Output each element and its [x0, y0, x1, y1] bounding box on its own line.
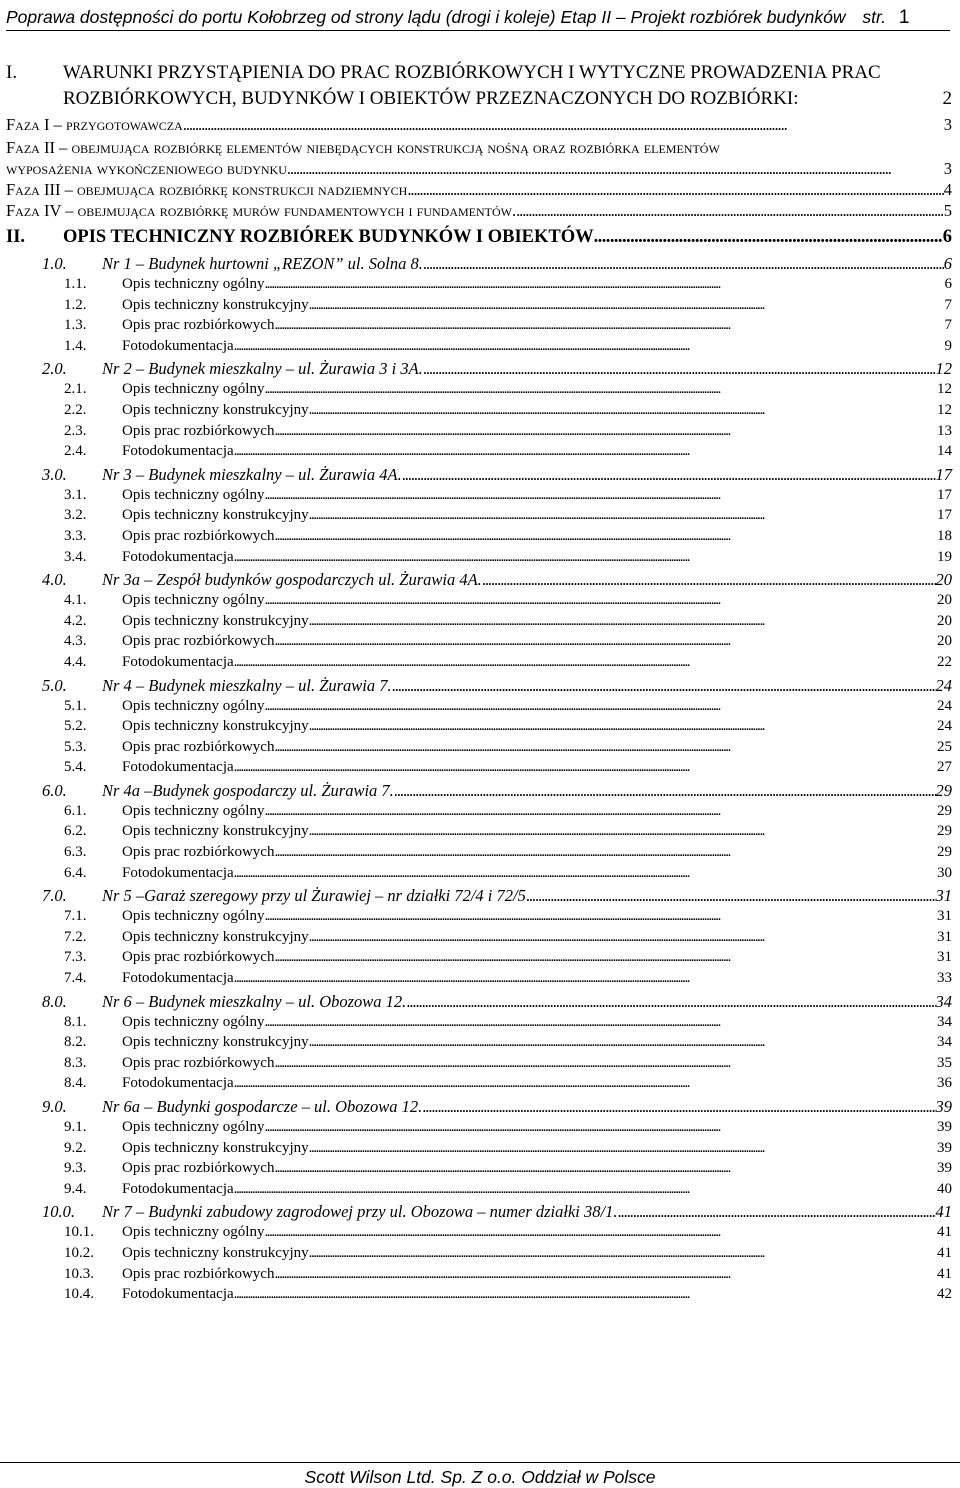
- toc-title: Fotodokumentacja: [122, 548, 234, 565]
- toc-title: Opis techniczny ogólny: [122, 1119, 265, 1135]
- toc-leader-dots: [274, 842, 937, 863]
- toc-page: 17: [935, 464, 952, 484]
- toc-item[interactable]: [6, 1222, 952, 1243]
- toc-number: 4.3.: [64, 633, 87, 650]
- toc-page: 35: [937, 1054, 952, 1071]
- toc-page: 33: [937, 970, 952, 987]
- toc-item[interactable]: [6, 1158, 952, 1179]
- toc-leader-dots: [617, 1201, 935, 1222]
- toc-page: 29: [937, 823, 952, 840]
- toc-item[interactable]: [6, 400, 952, 421]
- toc-leader-dots: [309, 716, 937, 737]
- toc-title: Opis prac rozbiórkowych: [122, 1160, 275, 1177]
- page-header: [6, 4, 950, 31]
- toc-item[interactable]: [6, 1264, 952, 1285]
- toc-number: 5.2.: [64, 718, 87, 735]
- toc-number: 7.1.: [64, 908, 87, 925]
- toc-item[interactable]: [6, 505, 952, 526]
- toc-title: Opis techniczny ogólny: [122, 276, 265, 292]
- table-of-contents: [6, 60, 952, 1305]
- toc-page: 34: [937, 1034, 952, 1051]
- toc-number: 8.2.: [64, 1034, 87, 1051]
- toc-title: Fotodokumentacja: [122, 1286, 234, 1303]
- toc-title: Opis techniczny konstrukcyjny: [122, 296, 309, 313]
- toc-title: Opis prac rozbiórkowych: [122, 949, 275, 966]
- toc-title: Nr 7 – Budynki zabudowy zagrodowej przy ul. Obozowa – numer działki 38/1.: [102, 1202, 618, 1222]
- toc-number: 3.1.: [64, 486, 87, 503]
- toc-leader-dots: [274, 737, 937, 758]
- toc-title: Faza III – obejmująca rozbiórkę konstrukcji nadziemnych: [6, 180, 408, 199]
- toc-leader-dots: [274, 1053, 937, 1074]
- toc-title: Opis techniczny konstrukcyjny: [122, 401, 309, 418]
- toc-title: WARUNKI PRZYSTĄPIENIA DO PRAC ROZBIÓRKOWYCH I WYTYCZNE PROWADZENIA PRAC ROZBIÓRKOWYCH, BUDYNKÓW I OBIEKTÓW PRZEZNACZONYCH DO ROZBIÓRKI:: [63, 62, 881, 109]
- toc-leader-dots: [264, 1117, 937, 1138]
- toc-leader-dots: [234, 757, 937, 778]
- toc-leader-dots: [264, 485, 937, 506]
- toc-leader-dots: [264, 590, 937, 611]
- toc-item[interactable]: [6, 737, 952, 758]
- toc-item[interactable]: [6, 842, 952, 863]
- toc-page: 6: [943, 254, 952, 273]
- toc-title: Faza II – obejmująca rozbiórkę elementów niebędących konstrukcją nośną oraz rozbiórka elementów: [6, 138, 720, 157]
- toc-item[interactable]: [6, 696, 952, 717]
- toc-number: 9.1.: [64, 1119, 87, 1135]
- toc-page: 39: [937, 1139, 952, 1156]
- toc-leader-dots: [402, 464, 936, 485]
- toc-page: 6: [944, 276, 952, 292]
- toc-title: Fotodokumentacja: [122, 759, 234, 776]
- toc-number: 2.1.: [64, 381, 87, 398]
- toc-page: 25: [937, 738, 952, 755]
- toc-page: 36: [937, 1075, 952, 1092]
- toc-page: 4: [943, 180, 952, 199]
- toc-title: Opis techniczny konstrukcyjny: [122, 1034, 309, 1051]
- toc-page: 30: [937, 864, 952, 881]
- toc-leader-dots: [309, 505, 937, 526]
- toc-leader-dots: [264, 1012, 937, 1033]
- toc-leader-dots: [406, 991, 935, 1012]
- toc-item[interactable]: [6, 1053, 952, 1074]
- toc-number: 6.0.: [42, 780, 67, 800]
- toc-item[interactable]: [6, 295, 952, 316]
- toc-leader-dots: [264, 274, 944, 295]
- toc-page: 20: [937, 633, 952, 650]
- toc-number: 6.3.: [64, 844, 87, 861]
- toc-page: 34: [935, 991, 952, 1011]
- toc-leader-dots: [274, 947, 937, 968]
- toc-phase-continued[interactable]: [6, 158, 952, 179]
- toc-item[interactable]: [6, 379, 952, 400]
- toc-leader-dots: [287, 158, 944, 179]
- toc-page: 12: [937, 381, 952, 398]
- toc-number: 5.3.: [64, 738, 87, 755]
- toc-body: [6, 114, 952, 1305]
- toc-leader-dots: [264, 1222, 937, 1243]
- toc-page: 3: [943, 159, 952, 178]
- toc-item[interactable]: [6, 441, 952, 462]
- toc-number: 5.4.: [64, 759, 87, 776]
- toc-leader-dots: [234, 441, 937, 462]
- toc-section-1[interactable]: [6, 60, 952, 112]
- toc-item[interactable]: [6, 716, 952, 737]
- toc-item[interactable]: [6, 947, 952, 968]
- toc-building[interactable]: [6, 358, 952, 379]
- toc-item[interactable]: [6, 821, 952, 842]
- toc-item[interactable]: [6, 526, 952, 547]
- toc-building[interactable]: [6, 991, 952, 1012]
- toc-page: 12: [937, 401, 952, 418]
- toc-title: Opis techniczny konstrukcyjny: [122, 612, 309, 629]
- toc-item[interactable]: [6, 315, 952, 336]
- toc-title: Nr 1 – Budynek hurtowni „REZON” ul. Solna 8.: [102, 254, 423, 273]
- toc-title: Fotodokumentacja: [122, 337, 234, 354]
- toc-number: 6.2.: [64, 823, 87, 840]
- toc-section-2[interactable]: [6, 223, 952, 251]
- toc-page: 20: [937, 592, 952, 609]
- toc-page: 18: [937, 527, 952, 544]
- toc-leader-dots: [183, 114, 944, 135]
- toc-number: 1.4.: [64, 337, 87, 354]
- toc-phase[interactable]: [6, 179, 952, 200]
- toc-number: 10.1.: [64, 1224, 94, 1241]
- toc-item[interactable]: [6, 652, 952, 673]
- toc-number: 10.0.: [42, 1202, 75, 1222]
- toc-building[interactable]: [6, 464, 952, 485]
- toc-page: 14: [937, 443, 952, 460]
- toc-number: 8.4.: [64, 1075, 87, 1092]
- toc-page: 27: [937, 759, 952, 776]
- toc-leader-dots: [407, 179, 943, 200]
- toc-item[interactable]: [6, 485, 952, 506]
- toc-title: Opis techniczny ogólny: [122, 1013, 265, 1030]
- toc-item[interactable]: [6, 1284, 952, 1305]
- toc-page: 5: [943, 201, 952, 220]
- toc-title: Opis prac rozbiórkowych: [122, 317, 275, 334]
- toc-leader-dots: [234, 547, 937, 568]
- toc-number: 8.0.: [42, 991, 67, 1011]
- toc-leader-dots: [234, 863, 937, 884]
- toc-title: Faza IV – obejmująca rozbiórkę murów fundamentowych i fundamentów.: [6, 201, 517, 220]
- toc-title: Opis prac rozbiórkowych: [122, 738, 275, 755]
- toc-title: Nr 4a –Budynek gospodarczy ul. Żurawia 7.: [102, 780, 394, 800]
- toc-title: Fotodokumentacja: [122, 1075, 234, 1092]
- toc-item[interactable]: [6, 757, 952, 778]
- toc-title: Faza I – przygotowawcza: [6, 115, 183, 134]
- page-footer: Scott Wilson Ltd. Sp. Z o.o. Oddział w Polsce: [0, 1462, 960, 1488]
- toc-title: Nr 6 – Budynek mieszkalny – ul. Obozowa 12.: [102, 991, 407, 1011]
- toc-page: 17: [937, 507, 952, 524]
- toc-item[interactable]: [6, 927, 952, 948]
- toc-title: Opis techniczny konstrukcyjny: [122, 1244, 309, 1261]
- toc-page: 17: [937, 486, 952, 503]
- toc-item[interactable]: [6, 1243, 952, 1264]
- toc-number: 10.3.: [64, 1265, 94, 1282]
- toc-number: 3.0.: [42, 464, 67, 484]
- toc-title: Opis techniczny ogólny: [122, 381, 265, 398]
- toc-leader-dots: [309, 611, 937, 632]
- toc-leader-dots: [309, 927, 937, 948]
- toc-leader-dots: [274, 1158, 937, 1179]
- toc-page: 41: [937, 1224, 952, 1241]
- toc-page: 31: [935, 886, 952, 906]
- toc-number: 10.4.: [64, 1286, 94, 1303]
- toc-item[interactable]: [6, 336, 952, 357]
- toc-title: Nr 4 – Budynek mieszkalny – ul. Żurawia 7.: [102, 675, 392, 695]
- toc-title: Opis prac rozbiórkowych: [122, 1054, 275, 1071]
- toc-number: 8.3.: [64, 1054, 87, 1071]
- toc-page: 29: [937, 802, 952, 819]
- toc-leader-dots: [423, 253, 944, 274]
- toc-title: Nr 6a – Budynki gospodarcze – ul. Obozowa 12.: [102, 1097, 423, 1116]
- toc-building[interactable]: [6, 675, 952, 696]
- toc-building[interactable]: [6, 253, 952, 274]
- toc-page: 42: [937, 1286, 952, 1303]
- toc-leader-dots: [594, 223, 943, 251]
- toc-number: 2.0.: [42, 359, 67, 379]
- toc-phase[interactable]: [6, 200, 952, 221]
- toc-item[interactable]: [6, 421, 952, 442]
- toc-number: 9.3.: [64, 1160, 87, 1177]
- toc-number: 9.0.: [42, 1097, 67, 1116]
- toc-building[interactable]: [6, 1201, 952, 1222]
- toc-title: Fotodokumentacja: [122, 443, 234, 460]
- toc-phase[interactable]: [6, 114, 952, 135]
- toc-title: Opis techniczny ogólny: [122, 908, 265, 925]
- toc-page: 41: [937, 1244, 952, 1261]
- toc-leader-dots: [264, 379, 937, 400]
- toc-title: Opis techniczny konstrukcyjny: [122, 718, 309, 735]
- toc-building[interactable]: [6, 885, 952, 906]
- toc-number: 5.1.: [64, 697, 87, 714]
- toc-number: 7.0.: [42, 886, 67, 906]
- toc-title: Fotodokumentacja: [122, 970, 234, 987]
- toc-number: 5.0.: [42, 675, 67, 695]
- toc-page: 39: [935, 1097, 952, 1116]
- toc-number: 9.4.: [64, 1180, 87, 1197]
- toc-leader-dots: [264, 801, 937, 822]
- toc-page: 12: [935, 359, 952, 379]
- toc-building[interactable]: [6, 780, 952, 801]
- toc-number: 6.4.: [64, 864, 87, 881]
- toc-page: 9: [944, 337, 952, 354]
- toc-page: 7: [944, 317, 952, 334]
- toc-page: 31: [937, 949, 952, 966]
- toc-leader-dots: [309, 1032, 937, 1053]
- toc-number: 2.2.: [64, 401, 87, 418]
- toc-number: 7.4.: [64, 970, 87, 987]
- toc-leader-dots: [309, 400, 937, 421]
- header-page-label: str.: [862, 7, 887, 27]
- toc-number: 4.2.: [64, 612, 87, 629]
- toc-leader-dots: [309, 295, 945, 316]
- toc-title: Opis prac rozbiórkowych: [122, 844, 275, 861]
- toc-leader-dots: [234, 336, 945, 357]
- toc-number: II.: [6, 227, 26, 247]
- header-title: Poprawa dostępności do portu Kołobrzeg od strony lądu (drogi i koleje) Etap II – Projekt rozbiórek budynków: [6, 7, 846, 27]
- toc-page: 39: [937, 1119, 952, 1135]
- toc-item[interactable]: [6, 1012, 952, 1033]
- toc-page: 2: [941, 86, 953, 112]
- toc-leader-dots: [309, 1243, 937, 1264]
- toc-leader-dots: [234, 1073, 937, 1094]
- toc-page: 24: [937, 718, 952, 735]
- toc-page: 29: [937, 844, 952, 861]
- toc-leader-dots: [422, 1096, 935, 1117]
- toc-title: Opis techniczny ogólny: [122, 697, 265, 714]
- toc-page: 31: [937, 908, 952, 925]
- toc-item[interactable]: [6, 1073, 952, 1094]
- toc-title: Fotodokumentacja: [122, 1180, 234, 1197]
- toc-page: 34: [937, 1013, 952, 1030]
- toc-number: 1.0.: [42, 254, 67, 273]
- toc-title: Nr 2 – Budynek mieszkalny – ul. Żurawia 3 i 3A.: [102, 359, 423, 379]
- toc-title: Opis techniczny konstrukcyjny: [122, 823, 309, 840]
- toc-page: 20: [935, 570, 952, 590]
- toc-item[interactable]: [6, 863, 952, 884]
- toc-leader-dots: [516, 200, 944, 221]
- toc-page: 24: [935, 675, 952, 695]
- toc-page: 29: [935, 780, 952, 800]
- toc-page: 3: [943, 115, 952, 134]
- toc-leader-dots: [482, 569, 936, 590]
- toc-building[interactable]: [6, 569, 952, 590]
- toc-item[interactable]: [6, 631, 952, 652]
- toc-number: 4.0.: [42, 570, 67, 590]
- toc-title: Opis techniczny konstrukcyjny: [122, 507, 309, 524]
- toc-title: Opis prac rozbiórkowych: [122, 1265, 275, 1282]
- toc-page: 13: [937, 422, 952, 439]
- toc-number: 1.3.: [64, 317, 87, 334]
- toc-page: 39: [937, 1160, 952, 1177]
- toc-number: 9.2.: [64, 1139, 87, 1156]
- toc-page: 40: [937, 1180, 952, 1197]
- toc-number: 2.3.: [64, 422, 87, 439]
- toc-number: 3.3.: [64, 527, 87, 544]
- toc-leader-dots: [234, 1179, 937, 1200]
- toc-page: 20: [937, 612, 952, 629]
- toc-leader-dots: [394, 780, 936, 801]
- toc-number: 7.3.: [64, 949, 87, 966]
- toc-title: Opis prac rozbiórkowych: [122, 527, 275, 544]
- toc-page: 22: [937, 653, 952, 670]
- toc-item[interactable]: [6, 547, 952, 568]
- toc-page: 6: [942, 227, 952, 247]
- toc-number: 4.4.: [64, 653, 87, 670]
- toc-title: Opis techniczny ogólny: [122, 1224, 265, 1241]
- toc-number: 10.2.: [64, 1244, 94, 1261]
- toc-page: 41: [935, 1202, 952, 1222]
- toc-leader-dots: [309, 1138, 937, 1159]
- header-page-number: 1: [898, 7, 910, 28]
- toc-number: 8.1.: [64, 1013, 87, 1030]
- toc-number: 4.1.: [64, 592, 87, 609]
- toc-item[interactable]: [6, 1117, 952, 1138]
- toc-leader-dots: [264, 696, 937, 717]
- toc-title: Opis techniczny ogólny: [122, 486, 265, 503]
- toc-leader-dots: [274, 421, 937, 442]
- toc-leader-dots: [423, 358, 936, 379]
- toc-number: 2.4.: [64, 443, 87, 460]
- toc-number: I.: [6, 62, 18, 83]
- toc-building[interactable]: [6, 1096, 952, 1117]
- toc-leader-dots: [274, 631, 937, 652]
- toc-number: 1.2.: [64, 296, 87, 313]
- toc-item[interactable]: [6, 1179, 952, 1200]
- toc-title: Fotodokumentacja: [122, 653, 234, 670]
- toc-number: 7.2.: [64, 928, 87, 945]
- toc-item[interactable]: [6, 801, 952, 822]
- toc-item[interactable]: [6, 1032, 952, 1053]
- toc-title: Opis techniczny konstrukcyjny: [122, 1139, 309, 1156]
- toc-number: 1.1.: [64, 276, 87, 292]
- toc-title: Opis prac rozbiórkowych: [122, 633, 275, 650]
- toc-number: 6.1.: [64, 802, 87, 819]
- toc-item[interactable]: [6, 906, 952, 927]
- toc-page: 41: [937, 1265, 952, 1282]
- toc-leader-dots: [526, 885, 936, 906]
- toc-number: 3.2.: [64, 507, 87, 524]
- toc-item[interactable]: [6, 590, 952, 611]
- toc-title: Opis prac rozbiórkowych: [122, 422, 275, 439]
- toc-item[interactable]: [6, 1138, 952, 1159]
- toc-title: OPIS TECHNICZNY ROZBIÓREK BUDYNKÓW I OBIEKTÓW: [63, 227, 594, 247]
- toc-title: Nr 5 –Garaż szeregowy przy ul Żurawiej – nr działki 72/4 i 72/5: [102, 886, 526, 906]
- toc-page: 7: [944, 296, 952, 313]
- toc-leader-dots: [274, 1264, 937, 1285]
- toc-item[interactable]: [6, 968, 952, 989]
- toc-title: Opis techniczny ogólny: [122, 802, 265, 819]
- toc-leader-dots: [234, 1284, 937, 1305]
- toc-phase[interactable]: [6, 137, 952, 158]
- toc-item[interactable]: [6, 611, 952, 632]
- toc-title: wyposażenia wykończeniowego budynku: [6, 159, 287, 178]
- toc-leader-dots: [392, 675, 936, 696]
- toc-leader-dots: [234, 652, 937, 673]
- toc-title: Fotodokumentacja: [122, 864, 234, 881]
- toc-page: 19: [937, 548, 952, 565]
- toc-leader-dots: [274, 526, 937, 547]
- toc-page: 31: [937, 928, 952, 945]
- toc-title: Opis techniczny ogólny: [122, 592, 265, 609]
- toc-leader-dots: [234, 968, 937, 989]
- toc-item[interactable]: [6, 274, 952, 295]
- toc-page: 24: [937, 697, 952, 714]
- toc-title: Nr 3a – Zespół budynków gospodarczych ul. Żurawia 4A.: [102, 570, 482, 590]
- toc-number: 3.4.: [64, 548, 87, 565]
- toc-leader-dots: [309, 821, 937, 842]
- toc-leader-dots: [274, 315, 944, 336]
- toc-title: Opis techniczny konstrukcyjny: [122, 928, 309, 945]
- toc-leader-dots: [264, 906, 937, 927]
- toc-title: Nr 3 – Budynek mieszkalny – ul. Żurawia 4A.: [102, 464, 402, 484]
